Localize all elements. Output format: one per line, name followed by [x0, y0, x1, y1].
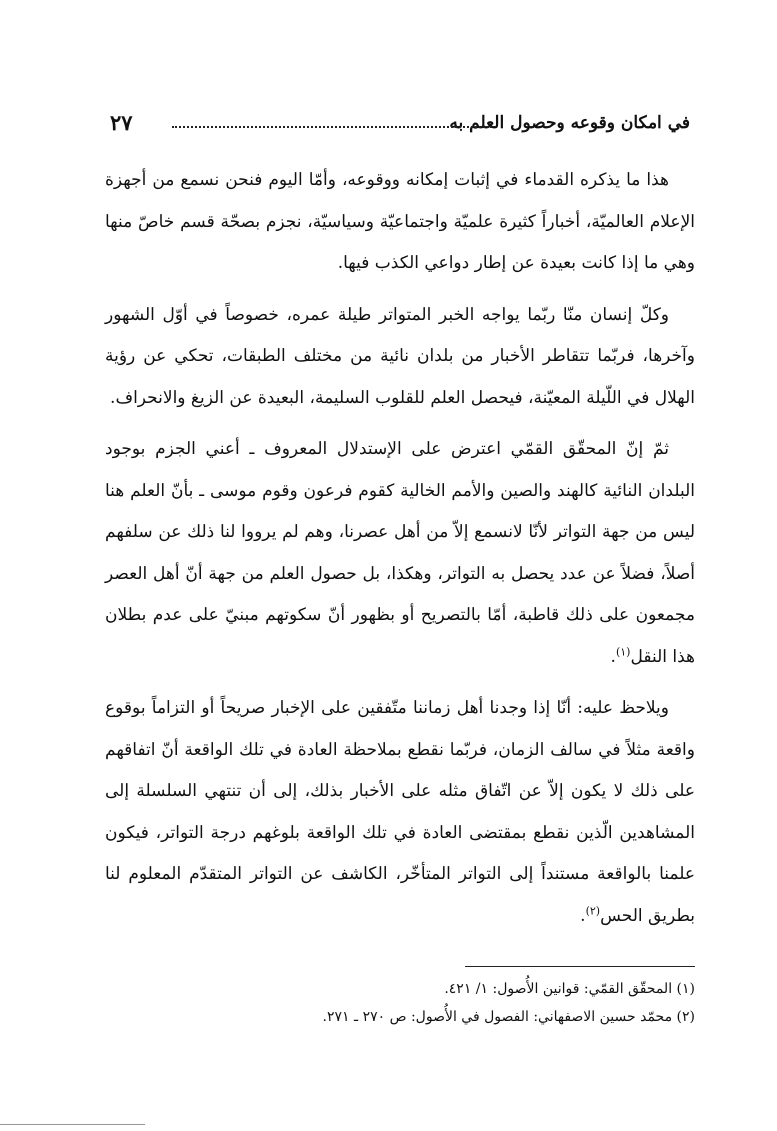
footnote-ref-2[interactable]: (٢) [585, 903, 601, 917]
footnote-2: (٢) محمّد حسين الاصفهاني: الفصول في الأُصول: ص ٢٧٠ ـ ٢٧١. [322, 1009, 695, 1025]
running-header [110, 108, 690, 138]
chapter-title: في امكان وقوعه وحصول العلم به [449, 113, 690, 133]
paragraph-2: وكلّ إنسان منّا ربّما يواجه الخبر المتواتر طيلة عمره، خصوصاً في أوّل الشهور وآخرها، فربّما تتقاطر الأخبار من بلدان نائية من مختلف الطبقات، تحكي عن رؤية الهلال في اللّيلة المعيّنة، فيحصل العلم للقلوب السليمة، البعيدة عن الزيغ والانحراف. [105, 304, 695, 408]
footnote-ref-1[interactable]: (١) [615, 644, 631, 658]
page-number: ٢٧ [110, 110, 133, 135]
footnote-1: (١) المحقّق القمّي: قوانين الأُصول: ١/ ٤٢١. [444, 981, 695, 997]
paragraph-3: ثمّ إنّ المحقّق القمّي اعترض على الإستدلال المعروف ـ أعني الجزم بوجود البلدان النائية كالهند والصين والأمم الخالية كقوم فرعون وقوم موسى ـ بأنّ العلم هنا ليس من جهة التواتر لأنّا لانسمع إلاّ من أهل عصرنا، وهم لم يرووا لنا ذلك عن سلفهم أصلاً، فضلاً عن عدد يحصل به التواتر، وهكذا، بل حصول العلم من جهة أنّ أهل العصر مجمعون على ذلك قاطبة، أمّا بالتصريح أو بظهور أنّ سكوتهم مبنيّ على عدم بطلان هذا النقل$^{(١)}$. [105, 439, 695, 667]
footnote-separator [465, 966, 695, 967]
main-text [105, 160, 695, 947]
paragraph-1: هذا ما يذكره القدماء في إثبات إمكانه ووقوعه، وأمّا اليوم فنحن نسمع من أجهزة الإعلام العالميّة، أخباراً كثيرة علميّة واجتماعيّة وسياسيّة، نجزم بصحّة قسم خاصّ منها وهي ما إذا كانت بعيدة عن إطار دواعي الكذب فيها. [105, 170, 695, 273]
paragraph-4: ويلاحظ عليه: أنّا إذا وجدنا أهل زماننا متّفقين على الإخبار صريحاً أو التزاماً بوقوع واقعة مثلاً في سالف الزمان، فربّما نقطع بملاحظة العادة في تلك الواقعة أنّ اتفاقهم على ذلك لا يكون إلاّ عن اتّفاق مثله على الأخبار بذلك، إلى أن تنتهي السلسلة إلى المشاهدين الّذين نقطع بمقتضى العادة في تلك الواقعة بلوغهم درجة التواتر، فيكون علمنا بالواقعة مستنداً إلى التواتر المتأخّر، الكاشف عن التواتر المتقدّم المعلوم لنا بطريق الحس$^{(٢)}$. [105, 698, 695, 926]
footnotes [105, 975, 695, 1031]
scan-edge-line [0, 1124, 145, 1125]
header-leader-dots [172, 126, 492, 128]
